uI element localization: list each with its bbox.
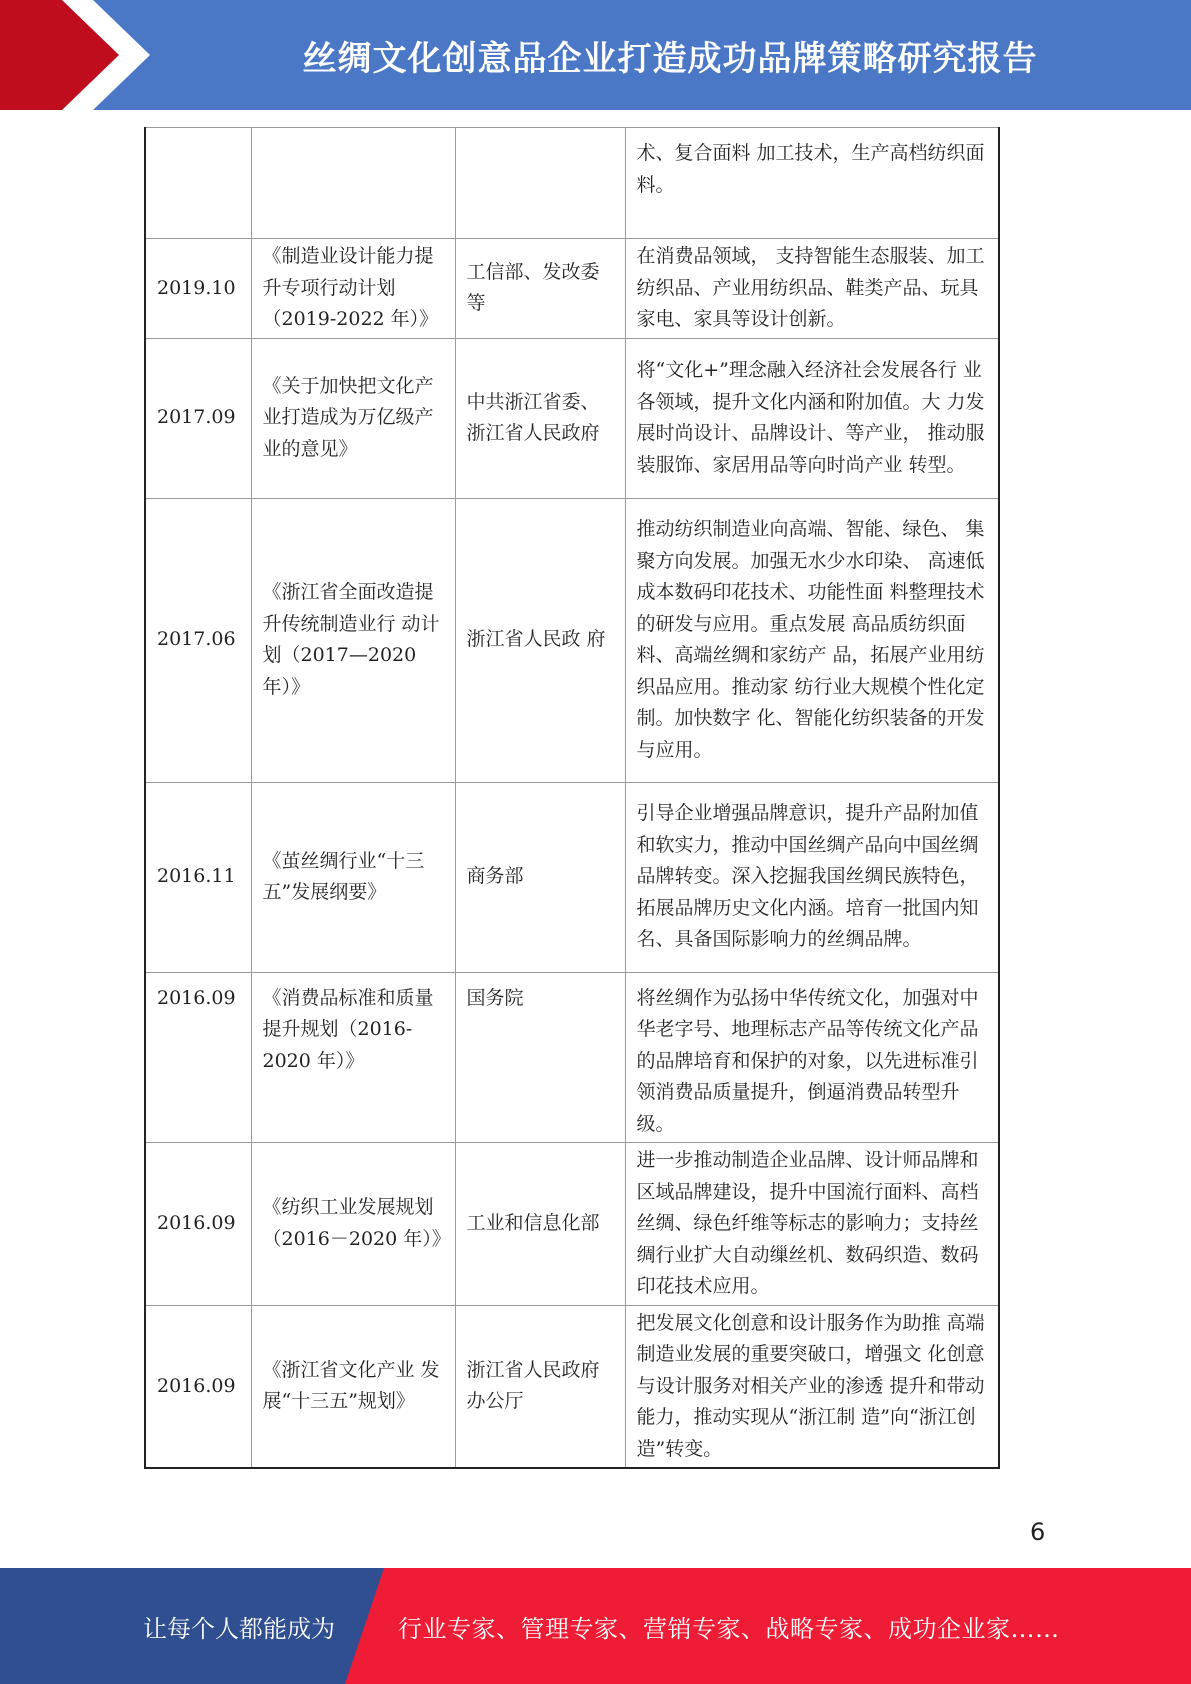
- issuer-cell: 浙江省人民政府 办公厅: [455, 1305, 625, 1468]
- document-cell: 《茧丝绸行业“十三五”发展纲要》: [251, 782, 455, 972]
- document-cell: [251, 128, 455, 239]
- table-row: [145, 128, 999, 239]
- document-cell: 《浙江省全面改造提升传统制造业行 动计划（2017—2020 年）》: [251, 498, 455, 782]
- date-cell: 2016.09: [145, 972, 251, 1143]
- date-cell: 2017.09: [145, 338, 251, 498]
- content-cell: 推动纺织制造业向高端、智能、绿色、 集聚方向发展。加强无水少水印染、 高速低成本数码印花技术、功能性面 料整理技术的研发与应用。重点发展 高品质纺织面料、高端丝绸和家纺产 品，拓展产业用纺织品应用。推动家 纺行业大规模个性化定制。加快数字 化、智能化纺织装备的开发与应用。: [625, 498, 999, 782]
- table-row: [145, 972, 999, 1143]
- footer-slogan-right: 行业专家、管理专家、营销专家、战略专家、成功企业家……: [398, 1614, 1060, 1643]
- content-cell: 将丝绸作为弘扬中华传统文化，加强对中华老字号、地理标志产品等传统文化产品的品牌培育和保护的对象，以先进标准引领消费品质量提升，倒逼消费品转型升级。: [625, 972, 999, 1143]
- date-cell: 2016.11: [145, 782, 251, 972]
- date-cell: 2019.10: [145, 239, 251, 339]
- page-footer: [0, 1568, 1191, 1684]
- table-row: [145, 239, 999, 339]
- issuer-cell: 浙江省人民政 府: [455, 498, 625, 782]
- content-cell: 术、复合面料 加工技术，生产高档纺织面料。: [625, 128, 999, 239]
- date-cell: 2016.09: [145, 1143, 251, 1306]
- page-title: 丝绸文化创意品企业打造成功品牌策略研究报告: [302, 38, 1038, 79]
- issuer-cell: 商务部: [455, 782, 625, 972]
- table-row: [145, 782, 999, 972]
- content-cell: 进一步推动制造企业品牌、设计师品牌和区域品牌建设，提升中国流行面料、高档丝绸、绿色纤维等标志的影响力；支持丝绸行业扩大自动缫丝机、数码织造、数码印花技术应用。: [625, 1143, 999, 1306]
- page-header: [0, 0, 1191, 110]
- policy-table: [144, 127, 1000, 1469]
- date-cell: 2016.09: [145, 1305, 251, 1468]
- table-row: [145, 1305, 999, 1468]
- issuer-cell: 工信部、发改委等: [455, 239, 625, 339]
- document-cell: 《浙江省文化产业 发展“十三五”规划》: [251, 1305, 455, 1468]
- issuer-cell: 工业和信息化部: [455, 1143, 625, 1306]
- issuer-cell: 中共浙江省委、浙江省人民政府: [455, 338, 625, 498]
- date-cell: 2017.06: [145, 498, 251, 782]
- table-row: [145, 1143, 999, 1306]
- table-row: [145, 338, 999, 498]
- document-cell: 《制造业设计能力提升专项行动计划（2019-2022 年）》: [251, 239, 455, 339]
- content-cell: 在消费品领域， 支持智能生态服装、加工纺织品、产业用纺织品、鞋类产品、玩具家电、家具等设计创新。: [625, 239, 999, 339]
- date-cell: [145, 128, 251, 239]
- table-row: [145, 498, 999, 782]
- content-cell: 将“文化+”理念融入经济社会发展各行 业各领域，提升文化内涵和附加值。大 力发展时尚设计、品牌设计、等产业， 推动服装服饰、家居用品等向时尚产业 转型。: [625, 338, 999, 498]
- issuer-cell: 国务院: [455, 972, 625, 1143]
- issuer-cell: [455, 128, 625, 239]
- document-cell: 《纺织工业发展规划（2016－2020 年）》: [251, 1143, 455, 1306]
- content-cell: 引导企业增强品牌意识，提升产品附加值和软实力，推动中国丝绸产品向中国丝绸品牌转变。深入挖掘我国丝绸民族特色，拓展品牌历史文化内涵。培育一批国内知名、具备国际影响力的丝绸品牌。: [625, 782, 999, 972]
- page-number: 6: [1030, 1518, 1046, 1546]
- document-cell: 《消费品标准和质量提升规划（2016-2020 年）》: [251, 972, 455, 1143]
- content-cell: 把发展文化创意和设计服务作为助推 高端制造业发展的重要突破口，增强文 化创意与设计服务对相关产业的渗透 提升和带动能力，推动实现从“浙江制 造”向“浙江创造”转变。: [625, 1305, 999, 1468]
- policy-table-wrapper: [144, 127, 998, 1469]
- footer-slogan-left: 让每个人都能成为: [143, 1614, 335, 1643]
- document-cell: 《关于加快把文化产业打造成为万亿级产业的意见》: [251, 338, 455, 498]
